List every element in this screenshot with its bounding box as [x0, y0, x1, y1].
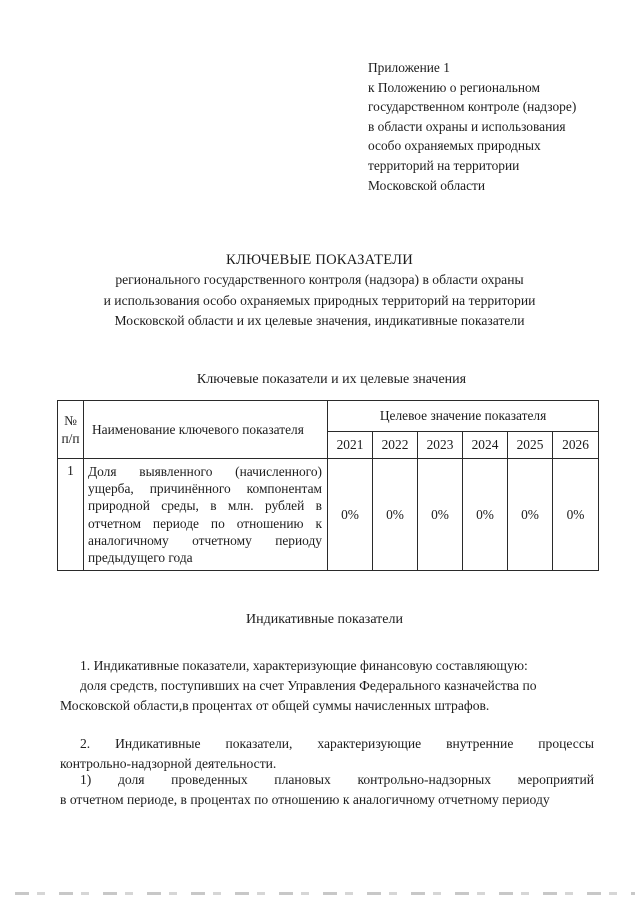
- header-year: 2022: [373, 432, 418, 459]
- paragraph-internal: [60, 734, 594, 774]
- header-year: 2021: [328, 432, 373, 459]
- title-heading: КЛЮЧЕВЫЕ ПОКАЗАТЕЛИ: [226, 252, 413, 268]
- row-value: 0%: [418, 459, 463, 571]
- row-indicator-name: Доля выявленного (начисленного) ущерба, причинённого компонентам природной среды, в млн. рублей в отчетном периоде по отношению к аналогичному отчетному периоду предыдущего года: [84, 459, 328, 571]
- row-num: 1: [58, 459, 84, 571]
- title-subline: регионального государственного контроля (надзора) в области охраны: [115, 272, 524, 287]
- key-indicators-table: [57, 400, 599, 571]
- appendix-line: особо охраняемых природных: [368, 138, 541, 154]
- appendix-line: к Положению о региональном: [368, 79, 540, 95]
- row-value: 0%: [553, 459, 599, 571]
- document-title: [0, 250, 639, 332]
- row-value: 0%: [328, 459, 373, 571]
- paragraph-planned-measures: [60, 770, 594, 810]
- title-subline: Московской области и их целевые значения, индикативные показатели: [114, 313, 525, 328]
- paragraph-line: в отчетном периоде, в процентах по отношению к аналогичному отчетному периоду: [60, 792, 550, 807]
- header-target: Целевое значение показателя: [328, 401, 599, 432]
- appendix-note: [368, 58, 630, 195]
- appendix-line: государственном контроле (надзоре): [368, 99, 577, 115]
- row-value: 0%: [463, 459, 508, 571]
- header-year: 2023: [418, 432, 463, 459]
- paragraph-line: 1. Индикативные показатели, характеризующие финансовую составляющую:: [80, 658, 528, 673]
- paragraph-line: доля средств, поступивших на счет Управления Федерального казначейства по: [80, 678, 537, 693]
- table-row: [58, 459, 599, 571]
- header-year: 2026: [553, 432, 599, 459]
- header-year: 2024: [463, 432, 508, 459]
- appendix-line: в области охраны и использования: [368, 118, 566, 134]
- paragraph-financial: [60, 656, 594, 716]
- row-value: 0%: [373, 459, 418, 571]
- appendix-line: Приложение 1: [368, 60, 450, 75]
- paragraph-line: 2. Индикативные показатели, характеризующие внутренние процессы: [80, 736, 594, 751]
- header-num: № п/п: [58, 401, 84, 459]
- paragraph-line: 1) доля проведенных плановых контрольно-надзорных мероприятий: [80, 772, 594, 787]
- paragraph-line: Московской области,в процентах от общей суммы начисленных штрафов.: [60, 698, 490, 713]
- row-value: 0%: [508, 459, 553, 571]
- scan-artifact: [15, 892, 635, 895]
- table-header-row: [58, 401, 599, 432]
- indicative-caption: Индикативные показатели: [246, 612, 403, 627]
- header-year: 2025: [508, 432, 553, 459]
- appendix-line: территорий на территории: [368, 157, 520, 173]
- key-indicators-caption: Ключевые показатели и их целевые значения: [196, 372, 467, 387]
- appendix-line: Московской области: [368, 177, 486, 193]
- paragraph-line: контрольно-надзорной деятельности.: [60, 756, 277, 771]
- title-subline: и использования особо охраняемых природных территорий на территории: [103, 292, 536, 308]
- header-name: Наименование ключевого показателя: [84, 401, 328, 459]
